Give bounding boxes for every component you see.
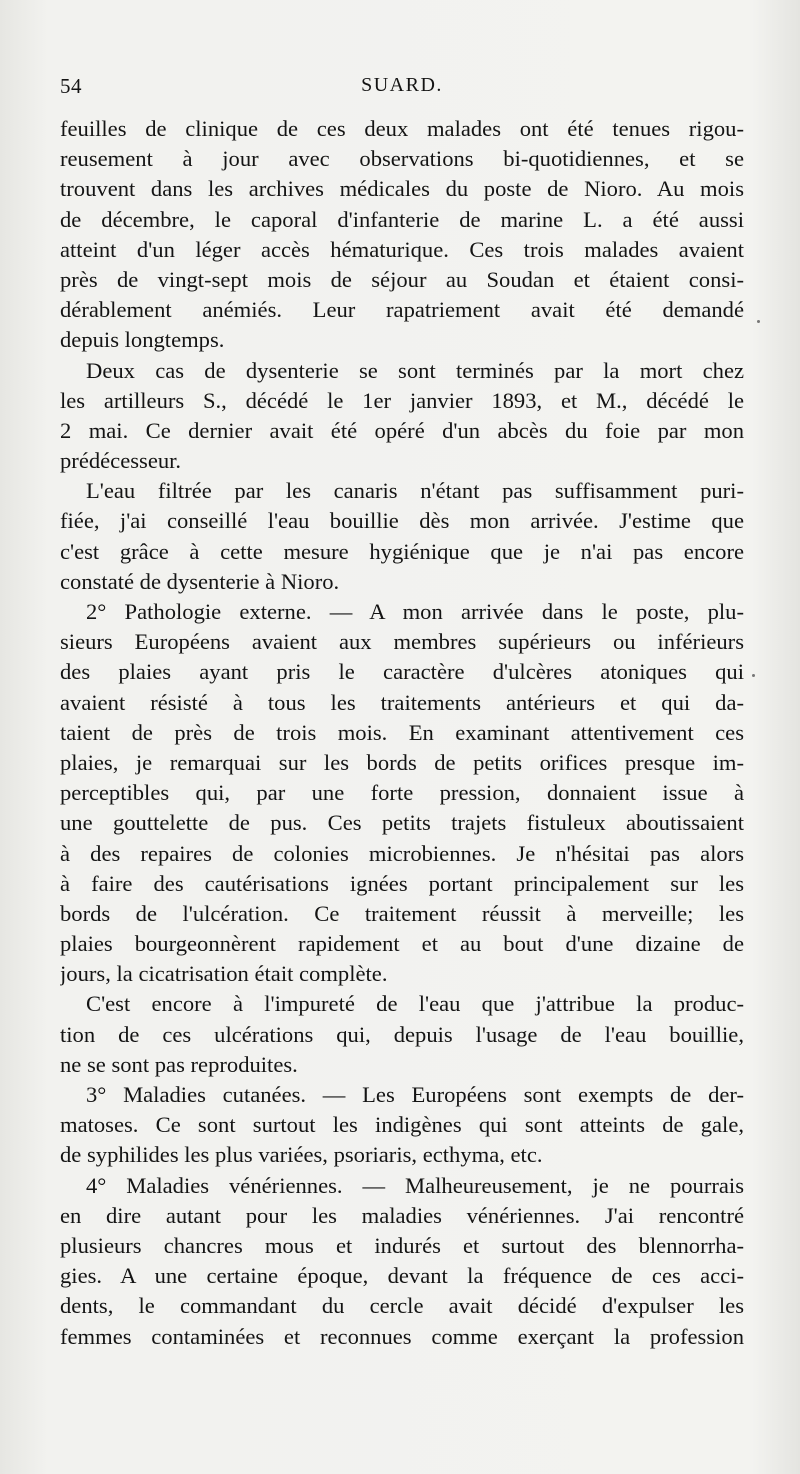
speck-mark <box>757 320 760 323</box>
speck-mark <box>752 674 755 677</box>
text-line: taient de près de trois mois. En examinant attentivement ces <box>60 719 744 745</box>
text-line: fiée, j'ai conseillé l'eau bouillie dès mon arrivée. J'estime que <box>60 508 744 534</box>
text-line: bords de l'ulcération. Ce traitement réussit à merveille; les <box>60 900 744 926</box>
text-line: 2 mai. Ce dernier avait été opéré d'un abcès du foie par mon <box>60 417 744 443</box>
text-line: atteint d'un léger accès hématurique. Ces trois malades avaient <box>60 236 744 262</box>
text-line: perceptibles qui, par une forte pression, donnaient issue à <box>60 780 744 806</box>
text-line: à faire des cautérisations ignées portant principalement sur les <box>60 870 744 896</box>
text-line: les artilleurs S., décédé le 1er janvier 1893, et M., décédé le <box>60 387 744 413</box>
text-line: C'est encore à l'impureté de l'eau que j'attribue la produc- <box>86 991 744 1017</box>
body-text <box>60 114 744 1352</box>
text-line: Deux cas de dysenterie se sont terminés par la mort chez <box>86 357 744 383</box>
text-line: prédécesseur. <box>60 448 182 474</box>
text-line: en dire autant pour les maladies vénériennes. J'ai rencontré <box>60 1202 744 1228</box>
text-line: 2° Pathologie externe. — A mon arrivée dans le poste, plu- <box>86 599 744 624</box>
text-line: feuilles de clinique de ces deux malades ont été tenues rigou- <box>60 116 744 141</box>
text-line: L'eau filtrée par les canaris n'étant pas suffisamment puri- <box>86 478 744 504</box>
text-line: trouvent dans les archives médicales du poste de Nioro. Au mois <box>60 176 744 202</box>
text-line: 3° Maladies cutanées. — Les Européens sont exempts de der- <box>86 1082 744 1107</box>
text-line: c'est grâce à cette mesure hygiénique que je n'ai pas encore <box>60 538 744 564</box>
text-line: femmes contaminées et reconnues comme exerçant la profession <box>60 1323 744 1349</box>
running-head: SUARD. <box>361 74 443 96</box>
text-line: tion de ces ulcérations qui, depuis l'usage de l'eau bouillie, <box>60 1021 744 1047</box>
page-header <box>60 74 744 104</box>
text-line: près de vingt-sept mois de séjour au Soudan et étaient consi- <box>60 266 744 292</box>
text-line: constaté de dysenterie à Nioro. <box>60 568 340 594</box>
text-line: matoses. Ce sont surtout les indigènes qui sont atteints de gale, <box>60 1112 744 1138</box>
text-line: gies. A une certaine époque, devant la fréquence de ces acci- <box>60 1263 744 1289</box>
text-line: de décembre, le caporal d'infanterie de marine L. a été aussi <box>60 206 744 232</box>
text-line: depuis longtemps. <box>60 327 225 353</box>
text-line: dérablement anémiés. Leur rapatriement avait été demandé <box>60 297 744 323</box>
text-line: reusement à jour avec observations bi-quotidiennes, et se <box>60 146 744 172</box>
text-line: plaies, je remarquai sur les bords de petits orifices presque im- <box>60 749 744 775</box>
text-line: des plaies ayant pris le caractère d'ulcères atoniques qui <box>60 659 744 685</box>
text-line: ne se sont pas reproduites. <box>60 1051 298 1077</box>
text-line: avaient résisté à tous les traitements antérieurs et qui da- <box>60 689 744 715</box>
text-line: 4° Maladies vénériennes. — Malheureusement, je ne pourrais <box>86 1172 744 1198</box>
text-line: plaies bourgeonnèrent rapidement et au bout d'une dizaine de <box>60 931 744 957</box>
text-line: à des repaires de colonies microbiennes. Je n'hésitai pas alors <box>60 840 744 866</box>
text-line: plusieurs chancres mous et indurés et surtout des blennorrha- <box>60 1232 744 1258</box>
page-number: 54 <box>60 74 82 98</box>
text-line: jours, la cicatrisation était complète. <box>60 961 388 987</box>
text-line: dents, le commandant du cercle avait décidé d'expulser les <box>60 1293 744 1319</box>
text-line: de syphilides les plus variées, psoriaris, ecthyma, etc. <box>60 1142 543 1168</box>
text-line: une gouttelette de pus. Ces petits trajets fistuleux aboutissaient <box>60 810 744 836</box>
text-line: sieurs Européens avaient aux membres supérieurs ou inférieurs <box>60 629 744 655</box>
